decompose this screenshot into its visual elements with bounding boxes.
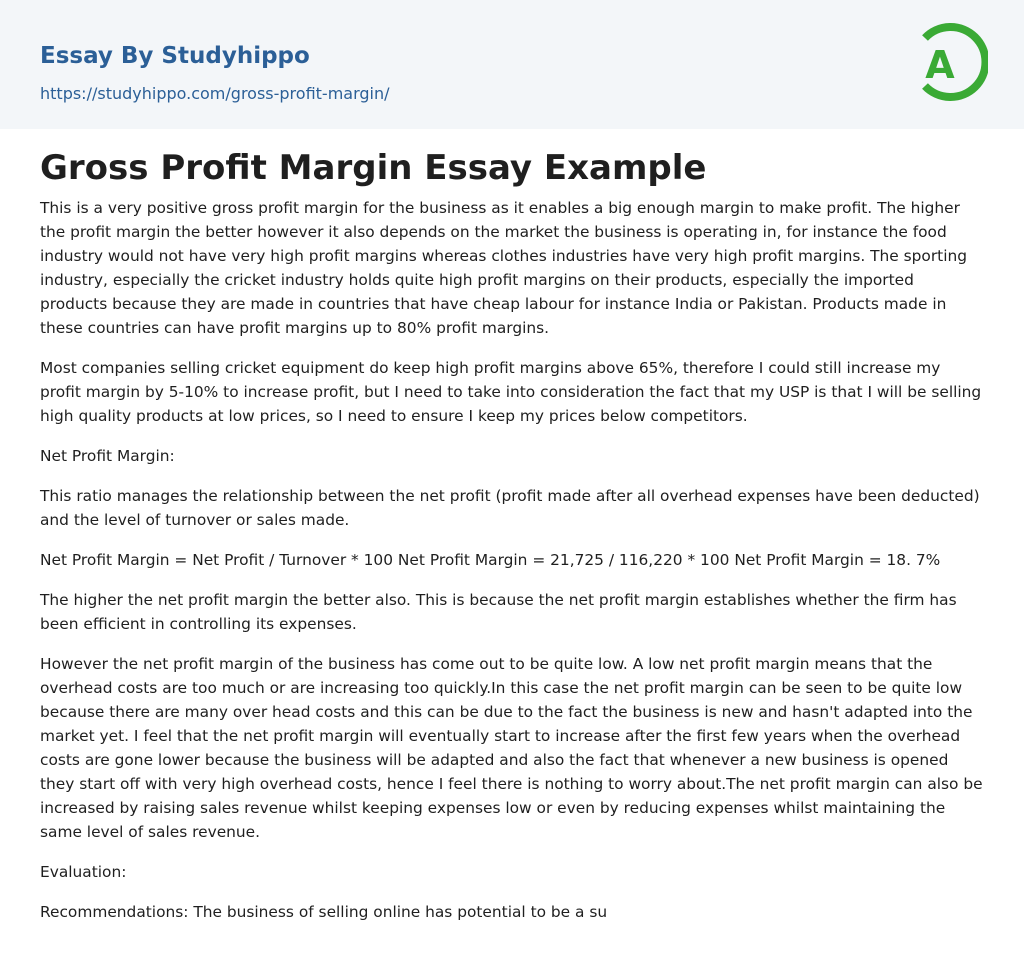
logo-letter: A — [925, 43, 955, 87]
formula-paragraph: Net Profit Margin = Net Profit / Turnover * 100 Net Profit Margin = 21,725 / 116,220 * 100 Net Profit Margin = 18. 7% — [40, 551, 941, 569]
paragraph: Recommendations: The business of selling online has potential to be a su — [40, 903, 608, 921]
site-header — [0, 0, 1024, 129]
paragraph: This is a very positive gross profit margin for the business as it enables a big enough margin to make profit. The higher the profit margin the better however it also depends on the market the business is operating in, for instance the food industry would not have very high profit margins whereas clothes industries have very high profit margins. The sporting industry, especially the cricket industry holds quite high profit margins on their products, especially the imported products because they are made in countries that have cheap labour for instance India or Pakistan. Products made in these countries can have profit margins up to 80% profit margins. — [40, 199, 968, 337]
paragraph: Most companies selling cricket equipment do keep high profit margins above 65%, therefore I could still increase my profit margin by 5-10% to increase profit, but I need to take into consideration the fact that my USP is that I will be selling high quality products at low prices, so I need to ensure I keep my prices below competitors. — [40, 359, 982, 425]
source-url-link[interactable]: https://studyhippo.com/gross-profit-margin/ — [40, 84, 390, 103]
brand-title: Essay By Studyhippo — [40, 43, 310, 69]
page-title: Gross Profit Margin Essay Example — [40, 148, 707, 188]
studyhippo-logo-icon[interactable] — [910, 18, 988, 106]
section-heading: Evaluation: — [40, 863, 127, 881]
paragraph: This ratio manages the relationship between the net profit (profit made after all overhead expenses have been deducted) and the level of turnover or sales made. — [40, 487, 980, 529]
paragraph: The higher the net profit margin the better also. This is because the net profit margin establishes whether the firm has been efficient in controlling its expenses. — [40, 591, 957, 633]
section-heading: Net Profit Margin: — [40, 447, 175, 465]
article-body — [40, 146, 984, 940]
paragraph: However the net profit margin of the business has come out to be quite low. A low net profit margin means that the overhead costs are too much or are increasing too quickly.In this case the net profit margin can be seen to be quite low because there are many over head costs and this can be due to the fact the business is new and hasn't adapted into the market yet. I feel that the net profit margin will eventually start to increase after the first few years when the overhead costs are gone lower because the business will be adapted and also the fact that whenever a new business is opened they start off with very high overhead costs, hence I feel there is nothing to worry about.The net profit margin can also be increased by raising sales revenue whilst keeping expenses low or even by reducing expenses whilst maintaining the same level of sales revenue. — [40, 655, 983, 841]
